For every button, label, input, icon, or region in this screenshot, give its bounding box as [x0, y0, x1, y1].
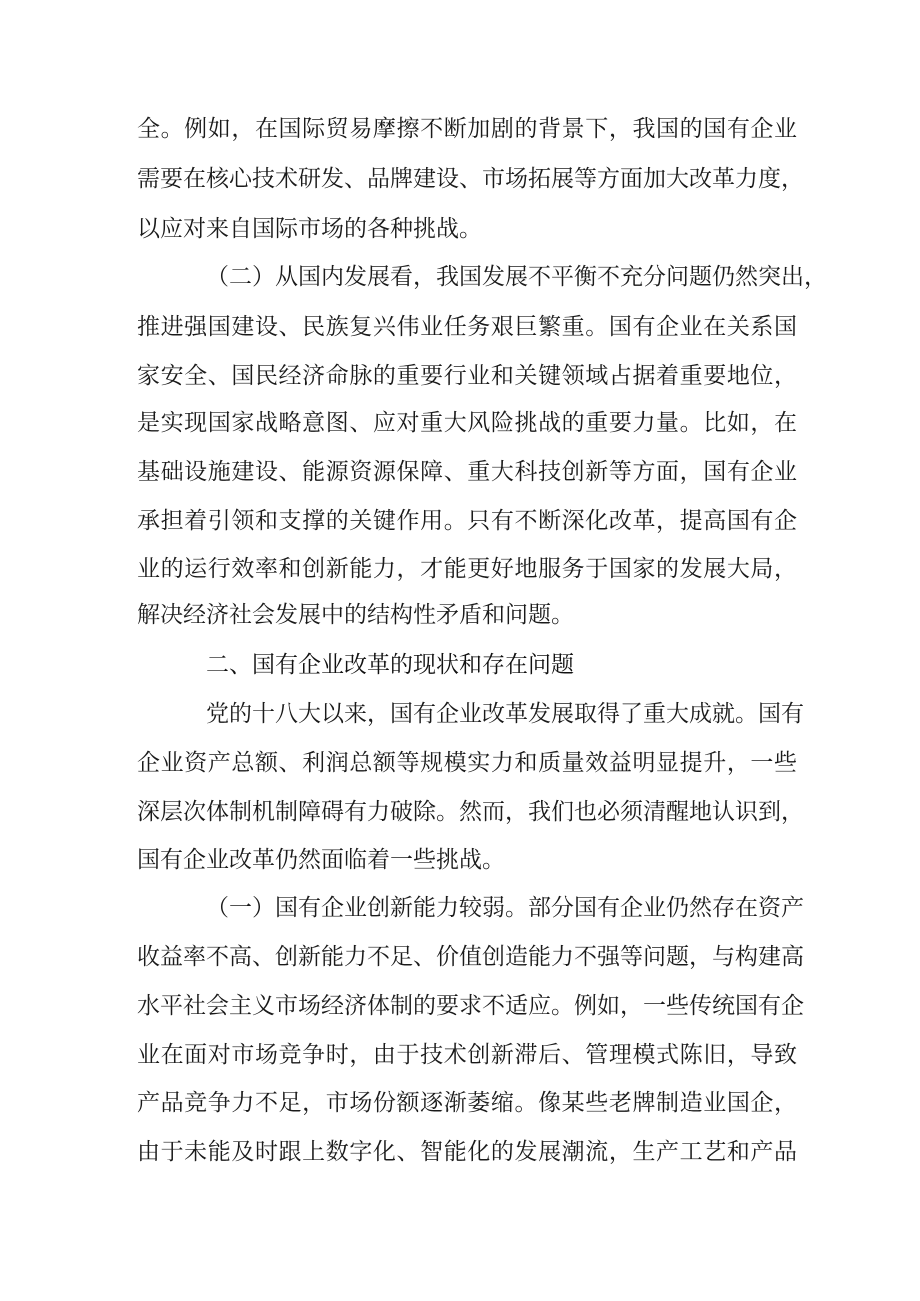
- paragraph-line: 基础设施建设、能源资源保障、重大科技创新等方面，国有企业: [137, 459, 797, 485]
- paragraph-line: 产品竞争力不足，市场份额逐渐萎缩。像某些老牌制造业国企，: [137, 1090, 797, 1116]
- paragraph-line: 是实现国家战略意图、应对重大风险挑战的重要力量。比如，在: [137, 410, 797, 436]
- paragraph-line: 承担着引领和支撑的关键作用。只有不断深化改革，提高国有企: [137, 508, 797, 534]
- paragraph-line: 解决经济社会发展中的结构性矛盾和问题。: [137, 602, 574, 628]
- paragraph-line: 深层次体制机制障碍有力破除。然而，我们也必须清醒地认识到，: [137, 799, 804, 825]
- paragraph-line: 业的运行效率和创新能力，才能更好地服务于国家的发展大局，: [137, 556, 797, 582]
- paragraph-line: （二）从国内发展看，我国发展不平衡不充分问题仍然突出，: [206, 264, 827, 290]
- paragraph-line: 党的十八大以来，国有企业改革发展取得了重大成就。国有: [206, 701, 804, 727]
- paragraph-line: 家安全、国民经济命脉的重要行业和关键领域占据着重要地位，: [137, 363, 797, 389]
- paragraph-line: 推进强国建设、民族复兴伟业任务艰巨繁重。国有企业在关系国: [137, 314, 797, 340]
- paragraph-line: 水平社会主义市场经济体制的要求不适应。例如，一些传统国有企: [137, 993, 804, 1019]
- paragraph-line: 收益率不高、创新能力不足、价值创造能力不强等问题，与构建高: [137, 944, 804, 970]
- paragraph-line: 需要在核心技术研发、品牌建设、市场拓展等方面加大改革力度，: [137, 166, 804, 192]
- paragraph-line: 业在面对市场竞争时，由于技术创新滞后、管理模式陈旧，导致: [137, 1042, 797, 1068]
- paragraph-line: 由于未能及时跟上数字化、智能化的发展潮流，生产工艺和产品: [137, 1139, 797, 1165]
- paragraph-line: 国有企业改革仍然面临着一些挑战。: [137, 847, 505, 873]
- paragraph-line: 以应对来自国际市场的各种挑战。: [137, 216, 482, 242]
- paragraph-line: 全。例如，在国际贸易摩擦不断加剧的背景下，我国的国有企业: [137, 116, 797, 142]
- paragraph-line: （一）国有企业创新能力较弱。部分国有企业仍然存在资产: [206, 895, 804, 921]
- paragraph-line: 企业资产总额、利润总额等规模实力和质量效益明显提升，一些: [137, 750, 797, 776]
- section-heading: 二、国有企业改革的现状和存在问题: [206, 652, 574, 678]
